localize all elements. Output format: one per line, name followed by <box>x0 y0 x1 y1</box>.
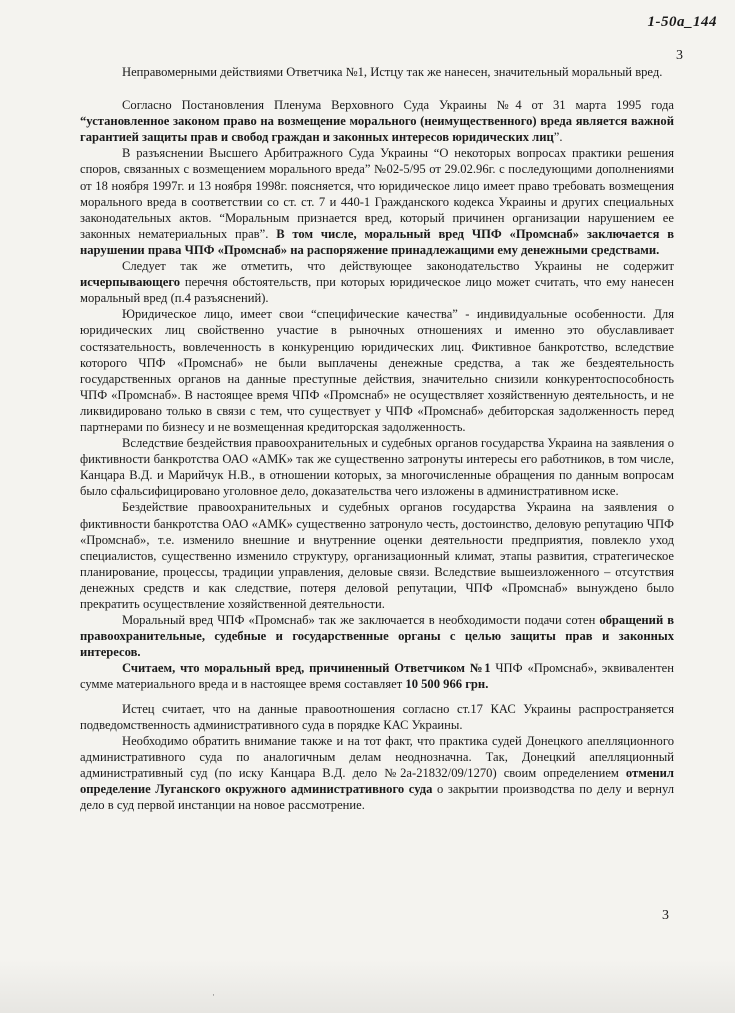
paragraph <box>80 145 674 258</box>
paragraph <box>80 660 674 692</box>
bold-text-run: В том числе, моральный вред ЧПФ «Промснаб» заключается в нарушении права ЧПФ «Промснаб» на распоряжение принадлежащими ему денежными средствами. <box>80 226 675 257</box>
text-run: Следует так же отметить, что действующее законодательство Украины не содержит <box>122 259 674 274</box>
paragraph <box>80 258 674 306</box>
paragraph <box>80 701 674 733</box>
text-run: В разъяснении Высшего Арбитражного Суда Украины “О некоторых вопросах практики решения споров, связанных с возмещением морального вреда” №02-5/95 от 29.02.96г. с последующими дополнениями от 18 ноября 1997г. и 13 ноября 1998г. поясняется, что юридическое лицо имеет право требовать возмещения морального вреда в соответствии со ст. ст. 7 и 440-1 Гражданского кодекса Украины и других специальных законодательных актов. “Моральным признается вред, который причинен организации нарушением ее законных нематериальных прав”. <box>80 146 674 241</box>
bold-text-run: исчерпывающего <box>80 275 181 290</box>
text-run: Неправомерными действиями Ответчика №1, Истцу так же нанесен, значительный моральный вред. <box>122 65 663 79</box>
paragraph <box>80 733 674 813</box>
text-run: Юридическое лицо, имеет свои “специфические качества” - индивидуальные особенности. Для юридических лиц свойственно участие в рыночных отношениях и именно это обуславливает состязательность, вовлеченность в конкуренцию юридических лиц. Фиктивное банкротство, вследствие которого ЧПФ «Промснаб» не были выплачены денежные средства, а так же бездеятельность государственных органов на данные преступные действия, значительно снизили конкурентоспособность ЧПФ «Промснаб». В настоящее время ЧПФ «Промснаб» не осуществляет хозяйственную деятельность, и не ликвидировано только в связи с тем, что существует у ЧПФ «Промснаб» дебиторская задолженность перед партнерами по бизнесу и не возмещенная кредиторская задолженность. <box>80 307 674 434</box>
text-run: перечня обстоятельств, при которых юридическое лицо может считать, что ему нанесен моральный вред (п.4 разъяснений). <box>80 275 674 306</box>
bold-text-run: 10 500 966 грн. <box>405 677 489 692</box>
paragraph <box>80 64 674 80</box>
paragraph <box>80 612 674 660</box>
page-number-bottom: 3 <box>662 908 669 923</box>
text-run: Согласно Постановления Пленума Верховного Суда Украины №4 от 31 марта 1995 года <box>122 98 674 113</box>
paragraph <box>80 97 674 145</box>
text-run: Вследствие бездействия правоохранительных и судебных органов государства Украина на заявления о фиктивности банкротства ОАО «АМК» так же существенно затронуты интересы его работников, в том числе, Канцара В.Д. и Марийчук Н.В., в отношении которых, за многочисленные обращения по данным вопросам было сфальсифицировано уголовное дело, доказательства чего изложены в административном иске. <box>80 436 674 499</box>
text-run: о закрытии производства по делу и вернул дело в суд первой инстанции на новое рассмотрение. <box>80 782 674 813</box>
paragraph <box>80 435 674 499</box>
bold-text-run: отменил определение Луганского окружного административного суда <box>80 765 674 797</box>
text-run: Бездействие правоохранительных и судебных органов государства Украина на заявления о фиктивности банкротства ОАО «АМК» существенно затронуло честь, достоинство, деловую репутацию ЧПФ «Промснаб», т.е. изменило внешние и внутренние оценки деятельности предприятия, повлекло уход специалистов, существенно изменило структуру, организационный климат, этапы развития, стратегическое планирование, процессы, традиции управления, деловые связи. Вследствие вышеизложенного – отсутствия денежных средств и как следствие, потеря деловой репутации, ЧПФ «Промснаб» вынуждено было прекратить осуществление хозяйственной деятельности. <box>80 500 674 611</box>
scan-shadow <box>0 960 735 1013</box>
document-code: 1-50а_144 <box>647 14 717 30</box>
bold-text-run: Считаем, что моральный вред, причиненный Ответчиком №1 <box>122 661 491 676</box>
bold-text-run: обращений в правоохранительные, судебные и государственные органы с целью защиты прав и законных интересов. <box>80 613 674 660</box>
paragraph <box>80 306 674 435</box>
text-run: Истец считает, что на данные правоотношения согласно ст.17 КАС Украины распространяется подведомственность административного суда в порядке КАС Украины. <box>80 701 674 732</box>
text-run: ЧПФ «Промснаб», эквивалентен сумме материального вреда и в настоящее время составляет <box>80 661 674 692</box>
scan-speck: · <box>212 990 215 1000</box>
text-run: ”. <box>553 130 563 145</box>
bold-text-run: “установленное законом право на возмещение морального (неимущественного) вреда является важной гарантией защиты прав и свобод граждан и законных интересов юридических лиц <box>80 114 674 145</box>
page-number-top: 3 <box>676 48 683 63</box>
text-run: Необходимо обратить внимание также и на тот факт, что практика судей Донецкого апелляционного административного суда по аналогичным делам неоднозначна. Так, Донецкий апелляционный административный суд (по иску Канцара В.Д. дело №2а-21832/09/1270) своим определением <box>80 733 674 780</box>
paragraph <box>80 499 674 612</box>
text-run: Моральный вред ЧПФ «Промснаб» так же заключается в необходимости подачи сотен <box>122 613 600 628</box>
document-body <box>80 64 674 813</box>
